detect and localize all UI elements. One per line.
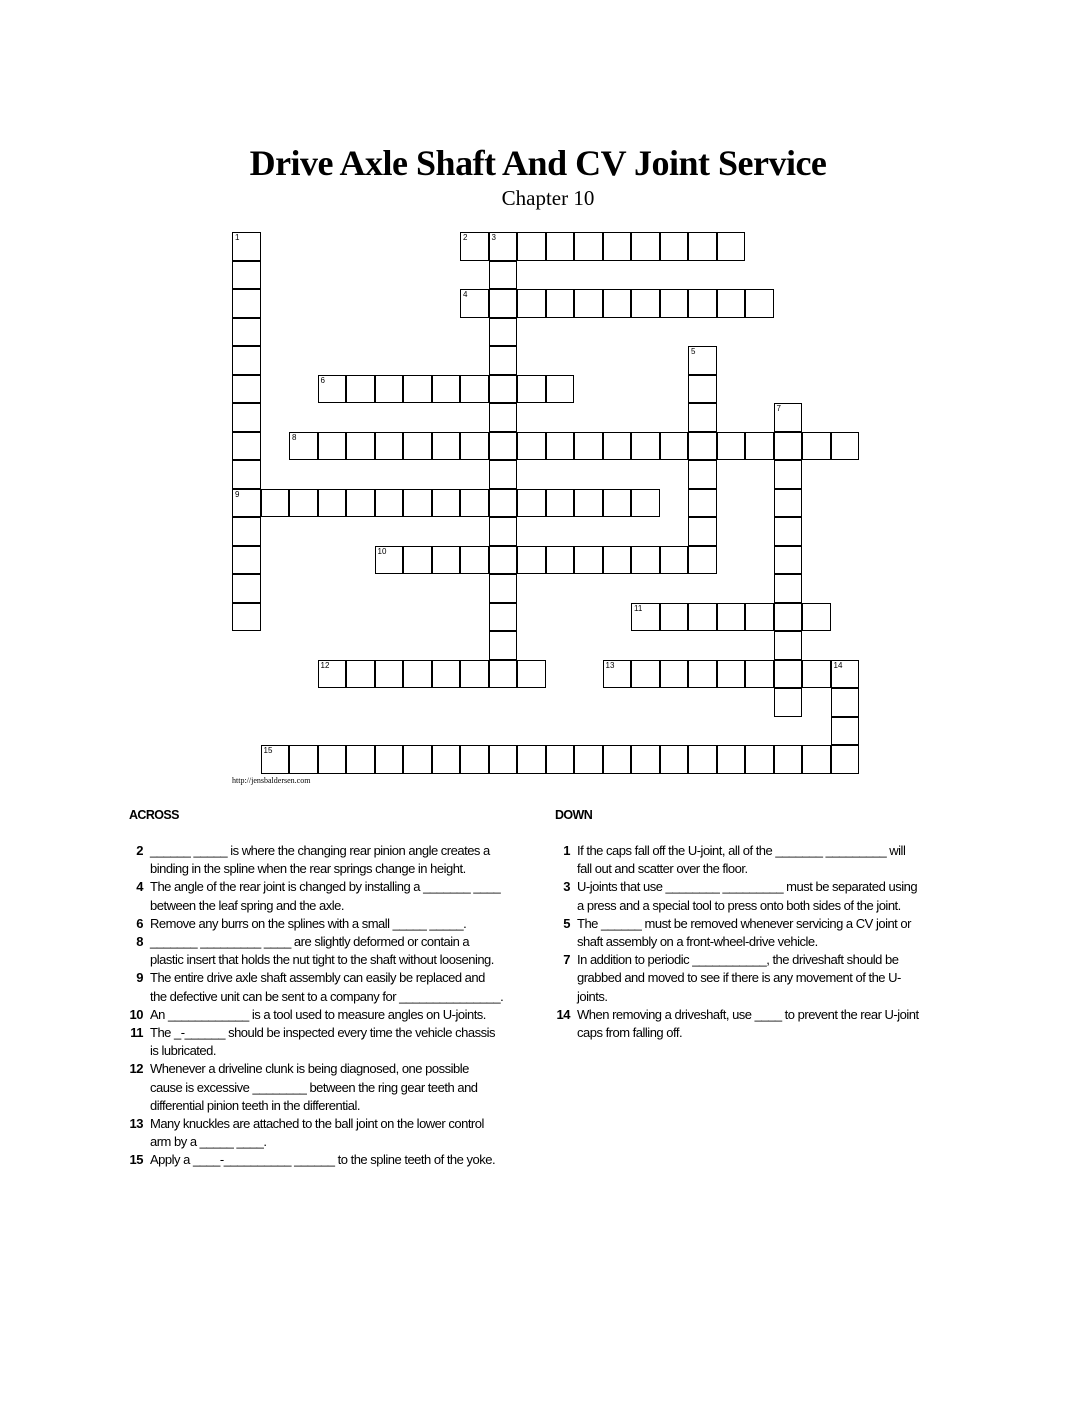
clue-number: 15	[129, 1152, 143, 1168]
grid-cell[interactable]	[403, 432, 432, 461]
cell-number: 8	[292, 432, 297, 442]
grid-cell[interactable]	[774, 631, 803, 660]
clue-item	[548, 915, 920, 951]
grid-cell[interactable]	[574, 546, 603, 575]
grid-cell[interactable]	[375, 432, 404, 461]
grid-cell[interactable]	[489, 403, 518, 432]
cell-number: 14	[833, 660, 843, 670]
grid-cell[interactable]	[631, 489, 660, 518]
grid-cell[interactable]	[688, 403, 717, 432]
grid-cell[interactable]	[546, 232, 575, 261]
grid-cell[interactable]	[232, 232, 261, 261]
grid-cell[interactable]	[660, 546, 689, 575]
clue-text: When removing a driveshaft, use ____ to prevent the rear U-joint caps from falling off.	[577, 1006, 919, 1041]
grid-cell[interactable]	[489, 745, 518, 774]
clue-item	[121, 1115, 504, 1151]
grid-cell[interactable]	[546, 432, 575, 461]
grid-cell[interactable]	[460, 489, 489, 518]
grid-cell[interactable]	[489, 232, 518, 261]
grid-cell[interactable]	[460, 289, 489, 318]
clue-item	[548, 1006, 920, 1042]
clue-number: 4	[136, 879, 143, 895]
grid-cell[interactable]	[232, 432, 261, 461]
grid-cell[interactable]	[517, 375, 546, 404]
cell-number: 15	[263, 746, 273, 755]
grid-cell[interactable]	[546, 546, 575, 575]
grid-cell[interactable]	[375, 546, 404, 575]
grid-cell[interactable]	[631, 232, 660, 261]
grid-cell[interactable]	[489, 289, 518, 318]
grid-cell[interactable]	[403, 660, 432, 689]
clue-text: Apply a ____-__________ ______ to the spline teeth of the yoke.	[150, 1152, 496, 1168]
source-url: http://jensbaldersen.com	[232, 776, 311, 785]
grid-cell[interactable]	[403, 745, 432, 774]
grid-cell[interactable]	[546, 375, 575, 404]
clue-text: The _-______ should be inspected every time the vehicle chassis is lubricated.	[150, 1025, 495, 1059]
grid-cell[interactable]	[489, 489, 518, 518]
grid-cell[interactable]	[660, 603, 689, 632]
grid-cell[interactable]	[603, 289, 632, 318]
grid-cell[interactable]	[631, 660, 660, 689]
clue-item	[121, 969, 504, 1005]
grid-cell[interactable]	[831, 717, 860, 746]
grid-cell[interactable]	[688, 289, 717, 318]
grid-cell[interactable]	[688, 375, 717, 404]
grid-cell[interactable]	[375, 489, 404, 518]
grid-cell[interactable]	[774, 574, 803, 603]
grid-cell[interactable]	[346, 375, 375, 404]
clue-number: 12	[129, 1061, 143, 1077]
grid-cell[interactable]	[631, 289, 660, 318]
cell-number: 3	[491, 233, 496, 242]
clue-number: 13	[129, 1116, 143, 1132]
grid-cell[interactable]	[517, 489, 546, 518]
clue-number: 5	[563, 915, 570, 931]
grid-cell[interactable]	[289, 432, 318, 461]
grid-cell[interactable]	[403, 489, 432, 518]
grid-cell[interactable]	[688, 489, 717, 518]
grid-cell[interactable]	[574, 232, 603, 261]
clue-number: 1	[563, 843, 570, 858]
grid-cell[interactable]	[745, 603, 774, 632]
grid-cell[interactable]	[774, 745, 803, 774]
clue-item	[121, 915, 504, 933]
clue-item	[121, 878, 504, 914]
grid-cell[interactable]	[232, 318, 261, 347]
grid-cell[interactable]	[717, 289, 746, 318]
clue-item	[121, 842, 504, 878]
grid-cell[interactable]	[603, 432, 632, 461]
grid-cell[interactable]	[688, 346, 717, 375]
grid-cell[interactable]	[232, 403, 261, 432]
grid-cell[interactable]	[318, 375, 347, 404]
grid-cell[interactable]	[517, 232, 546, 261]
grid-cell[interactable]	[774, 460, 803, 489]
grid-cell[interactable]	[432, 432, 461, 461]
grid-cell[interactable]	[489, 517, 518, 546]
grid-cell[interactable]	[460, 660, 489, 689]
clue-text: U-joints that use ________ _________ must be separated using a press and a special tool to press onto both sides of the joint.	[577, 879, 918, 913]
grid-cell[interactable]	[489, 346, 518, 375]
grid-cell[interactable]	[774, 403, 803, 432]
across-clue-list	[121, 842, 504, 1170]
cell-number: 7	[776, 404, 781, 413]
grid-cell[interactable]	[517, 289, 546, 318]
grid-cell[interactable]	[574, 745, 603, 774]
grid-cell[interactable]	[489, 603, 518, 632]
grid-cell[interactable]	[403, 375, 432, 404]
grid-cell[interactable]	[660, 232, 689, 261]
grid-cell[interactable]	[346, 745, 375, 774]
cell-number: 12	[320, 660, 330, 670]
grid-cell[interactable]	[289, 489, 318, 518]
clue-item	[121, 1060, 504, 1115]
clue-text: In addition to periodic ___________, the driveshaft should be grabbed and moved to see if there is any movement of the U-joints.	[577, 952, 901, 1004]
clue-text: ______ _____ is where the changing rear pinion angle creates a binding in the spline when the rear springs change in height.	[150, 843, 490, 877]
clue-number: 9	[136, 970, 143, 986]
clue-item	[121, 1151, 504, 1169]
grid-cell[interactable]	[318, 432, 347, 461]
grid-cell[interactable]	[432, 745, 461, 774]
grid-cell[interactable]	[489, 318, 518, 347]
grid-cell[interactable]	[546, 289, 575, 318]
clue-item	[121, 1006, 504, 1024]
clue-number: 7	[563, 952, 570, 968]
grid-cell[interactable]	[631, 432, 660, 461]
grid-cell[interactable]	[603, 232, 632, 261]
grid-cell[interactable]	[574, 489, 603, 518]
grid-cell[interactable]	[232, 346, 261, 375]
cell-number: 13	[605, 660, 615, 670]
grid-cell[interactable]	[688, 232, 717, 261]
grid-cell[interactable]	[802, 660, 831, 689]
grid-cell[interactable]	[346, 489, 375, 518]
grid-cell[interactable]	[774, 432, 803, 461]
grid-cell[interactable]	[489, 460, 518, 489]
grid-cell[interactable]	[517, 546, 546, 575]
clue-number: 10	[129, 1006, 143, 1022]
grid-cell[interactable]	[774, 688, 803, 717]
grid-cell[interactable]	[717, 745, 746, 774]
grid-cell[interactable]	[745, 289, 774, 318]
cell-number: 11	[634, 603, 643, 613]
grid-cell[interactable]	[489, 660, 518, 689]
grid-cell[interactable]	[688, 460, 717, 489]
grid-cell[interactable]	[831, 745, 860, 774]
cell-number: 1	[235, 233, 240, 242]
grid-cell[interactable]	[603, 546, 632, 575]
clue-number: 8	[136, 934, 143, 950]
clue-item	[548, 878, 920, 914]
grid-cell[interactable]	[717, 432, 746, 461]
clue-text: An ____________ is a tool used to measure angles on U-joints.	[150, 1006, 486, 1022]
grid-cell[interactable]	[375, 660, 404, 689]
grid-cell[interactable]	[261, 745, 290, 774]
grid-cell[interactable]	[660, 745, 689, 774]
grid-cell[interactable]	[603, 660, 632, 689]
grid-cell[interactable]	[346, 660, 375, 689]
clue-item	[548, 951, 920, 1006]
grid-cell[interactable]	[460, 432, 489, 461]
grid-cell[interactable]	[774, 546, 803, 575]
grid-cell[interactable]	[232, 574, 261, 603]
grid-cell[interactable]	[460, 375, 489, 404]
clue-text: The ______ must be removed whenever servicing a CV joint or shaft assembly on a front-wheel-drive vehicle.	[577, 915, 911, 950]
grid-cell[interactable]	[403, 546, 432, 575]
cell-number: 5	[691, 347, 696, 356]
grid-cell[interactable]	[660, 289, 689, 318]
grid-cell[interactable]	[574, 432, 603, 461]
grid-cell[interactable]	[289, 745, 318, 774]
clue-text: The entire drive axle shaft assembly can easily be replaced and the defective unit can be sent to a company for _______________.	[150, 970, 504, 1004]
grid-cell[interactable]	[688, 546, 717, 575]
grid-cell[interactable]	[802, 603, 831, 632]
cell-number: 10	[377, 546, 387, 556]
clue-number: 2	[136, 843, 143, 858]
grid-cell[interactable]	[460, 546, 489, 575]
grid-cell[interactable]	[660, 660, 689, 689]
grid-cell[interactable]	[745, 660, 774, 689]
grid-cell[interactable]	[688, 432, 717, 461]
grid-cell[interactable]	[831, 688, 860, 717]
page-subtitle: Chapter 10	[501, 186, 595, 210]
clue-number: 3	[563, 879, 570, 895]
clue-text: Many knuckles are attached to the ball joint on the lower control arm by a _____ ____.	[150, 1116, 484, 1150]
clue-item	[121, 1024, 504, 1060]
clue-item	[548, 842, 920, 878]
grid-cell[interactable]	[232, 603, 261, 632]
grid-cell[interactable]	[774, 489, 803, 518]
grid-cell[interactable]	[802, 432, 831, 461]
grid-cell[interactable]	[232, 489, 261, 518]
grid-cell[interactable]	[660, 432, 689, 461]
clue-text: Remove any burrs on the splines with a small _____ _____.	[150, 915, 467, 931]
grid-cell[interactable]	[631, 546, 660, 575]
clue-text: If the caps fall off the U-joint, all of the _______ _________ will fall out and scatter over the floor.	[577, 843, 906, 877]
grid-cell[interactable]	[489, 631, 518, 660]
down-clue-list	[548, 842, 920, 1042]
grid-cell[interactable]	[232, 546, 261, 575]
grid-cell[interactable]	[688, 660, 717, 689]
grid-cell[interactable]	[831, 432, 860, 461]
grid-cell[interactable]	[774, 517, 803, 546]
grid-cell[interactable]	[489, 546, 518, 575]
grid-cell[interactable]	[318, 745, 347, 774]
grid-cell[interactable]	[432, 375, 461, 404]
grid-cell[interactable]	[232, 289, 261, 318]
clue-text: The angle of the rear joint is changed by installing a _______ ____ between the leaf spring and the axle.	[150, 879, 501, 913]
grid-cell[interactable]	[432, 660, 461, 689]
cell-number: 2	[463, 233, 468, 242]
grid-cell[interactable]	[232, 517, 261, 546]
grid-cell[interactable]	[745, 432, 774, 461]
grid-cell[interactable]	[232, 261, 261, 290]
clue-number: 14	[556, 1006, 570, 1022]
grid-cell[interactable]	[375, 375, 404, 404]
grid-cell[interactable]	[688, 603, 717, 632]
across-heading: ACROSS	[129, 808, 179, 822]
grid-cell[interactable]	[631, 745, 660, 774]
grid-cell[interactable]	[717, 232, 746, 261]
cell-number: 9	[235, 489, 240, 499]
grid-cell[interactable]	[318, 660, 347, 689]
grid-cell[interactable]	[489, 574, 518, 603]
grid-cell[interactable]	[546, 489, 575, 518]
grid-cell[interactable]	[688, 517, 717, 546]
grid-cell[interactable]	[318, 489, 347, 518]
grid-cell[interactable]	[232, 460, 261, 489]
cell-number: 6	[320, 375, 325, 385]
grid-cell[interactable]	[261, 489, 290, 518]
grid-cell[interactable]	[774, 603, 803, 632]
down-heading: DOWN	[555, 808, 593, 822]
grid-cell[interactable]	[517, 745, 546, 774]
grid-cell[interactable]	[517, 432, 546, 461]
grid-cell[interactable]	[489, 261, 518, 290]
grid-cell[interactable]	[460, 232, 489, 261]
grid-cell[interactable]	[546, 745, 575, 774]
grid-cell[interactable]	[574, 289, 603, 318]
grid-cell[interactable]	[603, 489, 632, 518]
clue-item	[121, 933, 504, 969]
grid-cell[interactable]	[432, 489, 461, 518]
grid-cell[interactable]	[802, 745, 831, 774]
grid-cell[interactable]	[774, 660, 803, 689]
page-title: Drive Axle Shaft And CV Joint Service	[249, 143, 827, 183]
grid-cell[interactable]	[688, 745, 717, 774]
grid-cell[interactable]	[346, 432, 375, 461]
grid-cell[interactable]	[631, 603, 660, 632]
clue-text: Whenever a driveline clunk is being diagnosed, one possible cause is excessive ________ between the ring gear teeth and differential pinion teeth in the differential.	[150, 1061, 478, 1113]
grid-cell[interactable]	[831, 660, 860, 689]
grid-cell[interactable]	[460, 745, 489, 774]
grid-cell[interactable]	[603, 745, 632, 774]
clue-text: _______ _________ ____ are slightly deformed or contain a plastic insert that holds the nut tight to the shaft without loosening.	[150, 934, 494, 968]
clue-number: 6	[136, 915, 143, 931]
grid-cell[interactable]	[489, 375, 518, 404]
clue-number: 11	[130, 1025, 143, 1041]
grid-cell[interactable]	[489, 432, 518, 461]
cell-number: 4	[463, 290, 468, 299]
grid-cell[interactable]	[375, 745, 404, 774]
grid-cell[interactable]	[745, 745, 774, 774]
grid-cell[interactable]	[517, 660, 546, 689]
grid-cell[interactable]	[717, 660, 746, 689]
grid-cell[interactable]	[232, 375, 261, 404]
grid-cell[interactable]	[432, 546, 461, 575]
grid-cell[interactable]	[717, 603, 746, 632]
